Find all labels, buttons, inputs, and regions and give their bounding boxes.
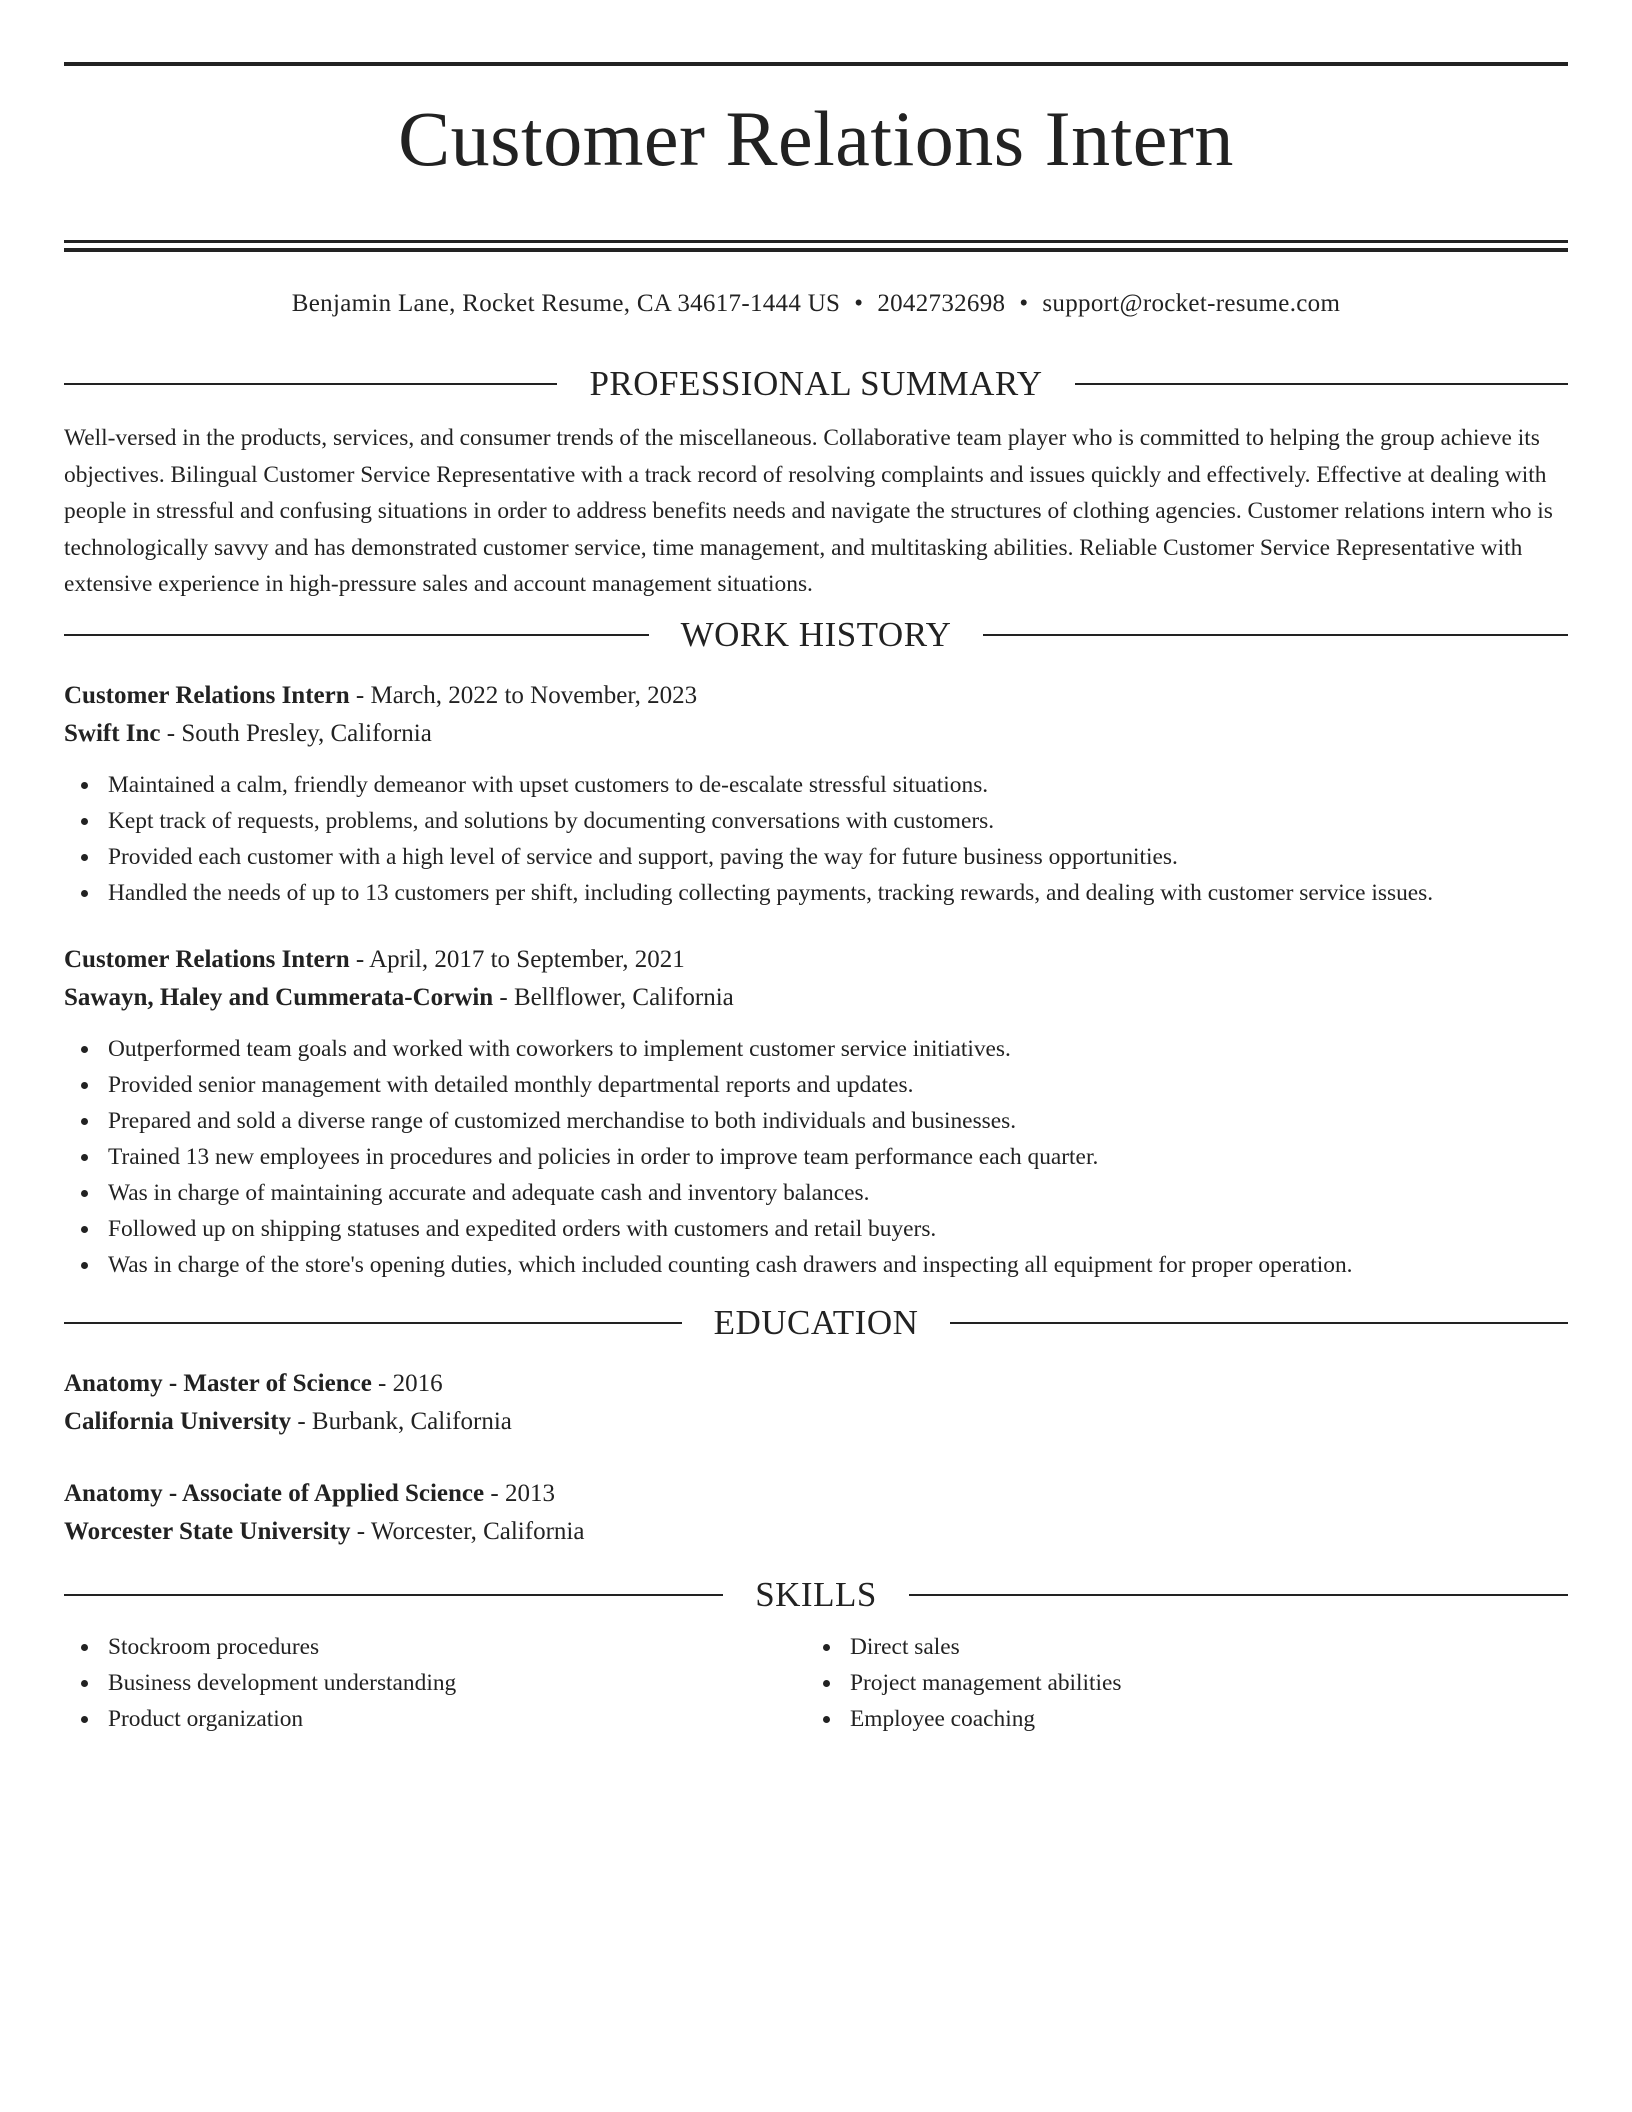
education-school-line bbox=[64, 1513, 1568, 1551]
job-entry bbox=[64, 677, 1568, 911]
education-year: - 2013 bbox=[484, 1479, 555, 1507]
job-title: Customer Relations Intern bbox=[64, 945, 350, 973]
header-double-rule bbox=[64, 240, 1568, 252]
job-title-line bbox=[64, 941, 1568, 979]
job-bullet: Provided each customer with a high level of service and support, paving the way for future business opportunities. bbox=[64, 839, 1568, 875]
job-company-line bbox=[64, 715, 1568, 753]
contact-email[interactable]: support@rocket-resume.com bbox=[1042, 290, 1341, 317]
job-location: - Bellflower, California bbox=[493, 983, 734, 1011]
heading-rule-right bbox=[909, 1594, 1568, 1596]
education-degree: Anatomy - Associate of Applied Science bbox=[64, 1479, 485, 1507]
job-bullet: Handled the needs of up to 13 customers per shift, including collecting payments, tracking rewards, and dealing with customer service issues. bbox=[64, 875, 1568, 911]
heading-rule-right bbox=[983, 634, 1568, 636]
heading-rule-left bbox=[64, 1594, 723, 1596]
contact-line bbox=[64, 288, 1568, 320]
skill-item: Business development understanding bbox=[64, 1665, 806, 1701]
summary-text: Well-versed in the products, services, and consumer trends of the miscellaneous. Collaborative team player who is committed to helping the group achieve its objectives. Bilingual Customer Service Representative with a track record of resolving complaints and issues quickly and effectively. Effective at dealing with people in stressful and confusing situations in order to address benefits needs and navigate the structures of clothing agencies. Customer relations intern who is technologically savvy and has demonstrated customer service, time management, and multitasking abilities. Reliable Customer Service Representative with extensive experience in high-pressure sales and account management situations. bbox=[64, 425, 1553, 597]
education-section-heading bbox=[64, 1303, 1568, 1343]
job-title-line bbox=[64, 677, 1568, 715]
skills-section-heading bbox=[64, 1575, 1568, 1615]
heading-rule-left bbox=[64, 634, 649, 636]
education-school: Worcester State University bbox=[64, 1517, 351, 1545]
job-bullet: Trained 13 new employees in procedures and policies in order to improve team performance each quarter. bbox=[64, 1139, 1568, 1175]
summary-section-heading bbox=[64, 364, 1568, 404]
job-bullet: Outperformed team goals and worked with coworkers to implement customer service initiatives. bbox=[64, 1031, 1568, 1067]
job-bullets bbox=[64, 1031, 1568, 1283]
skill-item: Direct sales bbox=[806, 1629, 1548, 1665]
summary-heading-label: PROFESSIONAL SUMMARY bbox=[589, 364, 1043, 403]
contact-separator: • bbox=[854, 290, 864, 317]
job-bullet: Followed up on shipping statuses and expedited orders with customers and retail buyers. bbox=[64, 1211, 1568, 1247]
education-location: - Burbank, California bbox=[291, 1407, 512, 1435]
resume-title: Customer Relations Intern bbox=[398, 95, 1234, 182]
education-degree: Anatomy - Master of Science bbox=[64, 1369, 372, 1397]
education-year: - 2016 bbox=[371, 1369, 443, 1397]
job-entry bbox=[64, 941, 1568, 1283]
education-entry bbox=[64, 1475, 1568, 1551]
skills-column-right bbox=[806, 1629, 1548, 1737]
contact-separator: • bbox=[1019, 290, 1029, 317]
job-bullets bbox=[64, 767, 1568, 911]
job-bullet: Was in charge of the store's opening duties, which included counting cash drawers and inspecting all equipment for proper operation. bbox=[64, 1247, 1568, 1283]
skill-item: Project management abilities bbox=[806, 1665, 1548, 1701]
skills-column-left bbox=[64, 1629, 806, 1737]
job-bullet: Maintained a calm, friendly demeanor with upset customers to de-escalate stressful situations. bbox=[64, 767, 1568, 803]
heading-rule-left bbox=[64, 1322, 682, 1324]
education-entry bbox=[64, 1365, 1568, 1441]
job-title: Customer Relations Intern bbox=[64, 681, 350, 709]
job-dates: - April, 2017 to September, 2021 bbox=[349, 945, 685, 973]
job-company: Sawayn, Haley and Cummerata-Corwin bbox=[64, 983, 494, 1011]
heading-rule-right bbox=[1075, 383, 1568, 385]
work-section-heading bbox=[64, 615, 1568, 655]
education-heading-label: EDUCATION bbox=[713, 1302, 919, 1342]
work-heading-label: WORK HISTORY bbox=[680, 614, 952, 654]
skill-item: Stockroom procedures bbox=[64, 1629, 806, 1665]
education-degree-line bbox=[64, 1365, 1568, 1403]
education-degree-line bbox=[64, 1475, 1568, 1513]
job-bullet: Provided senior management with detailed monthly departmental reports and updates. bbox=[64, 1067, 1568, 1103]
education-school: California University bbox=[64, 1407, 292, 1435]
job-dates: - March, 2022 to November, 2023 bbox=[349, 681, 698, 709]
heading-rule-right bbox=[950, 1322, 1568, 1324]
skills-list bbox=[64, 1629, 1568, 1737]
skills-heading-label: SKILLS bbox=[755, 1574, 877, 1614]
job-location: - South Presley, California bbox=[160, 719, 432, 747]
heading-rule-left bbox=[64, 383, 557, 385]
job-bullet: Prepared and sold a diverse range of customized merchandise to both individuals and businesses. bbox=[64, 1103, 1568, 1139]
job-company-line bbox=[64, 979, 1568, 1017]
education-location: - Worcester, California bbox=[350, 1517, 585, 1545]
job-company: Swift Inc bbox=[64, 719, 161, 747]
job-bullet: Was in charge of maintaining accurate and adequate cash and inventory balances. bbox=[64, 1175, 1568, 1211]
header-top-rule bbox=[64, 62, 1568, 66]
education-school-line bbox=[64, 1403, 1568, 1441]
contact-address: Benjamin Lane, Rocket Resume, CA 34617-1444 US bbox=[291, 290, 841, 317]
skill-item: Employee coaching bbox=[806, 1701, 1548, 1737]
contact-phone: 2042732698 bbox=[877, 290, 1006, 317]
skill-item: Product organization bbox=[64, 1701, 806, 1737]
job-bullet: Kept track of requests, problems, and solutions by documenting conversations with customers. bbox=[64, 803, 1568, 839]
